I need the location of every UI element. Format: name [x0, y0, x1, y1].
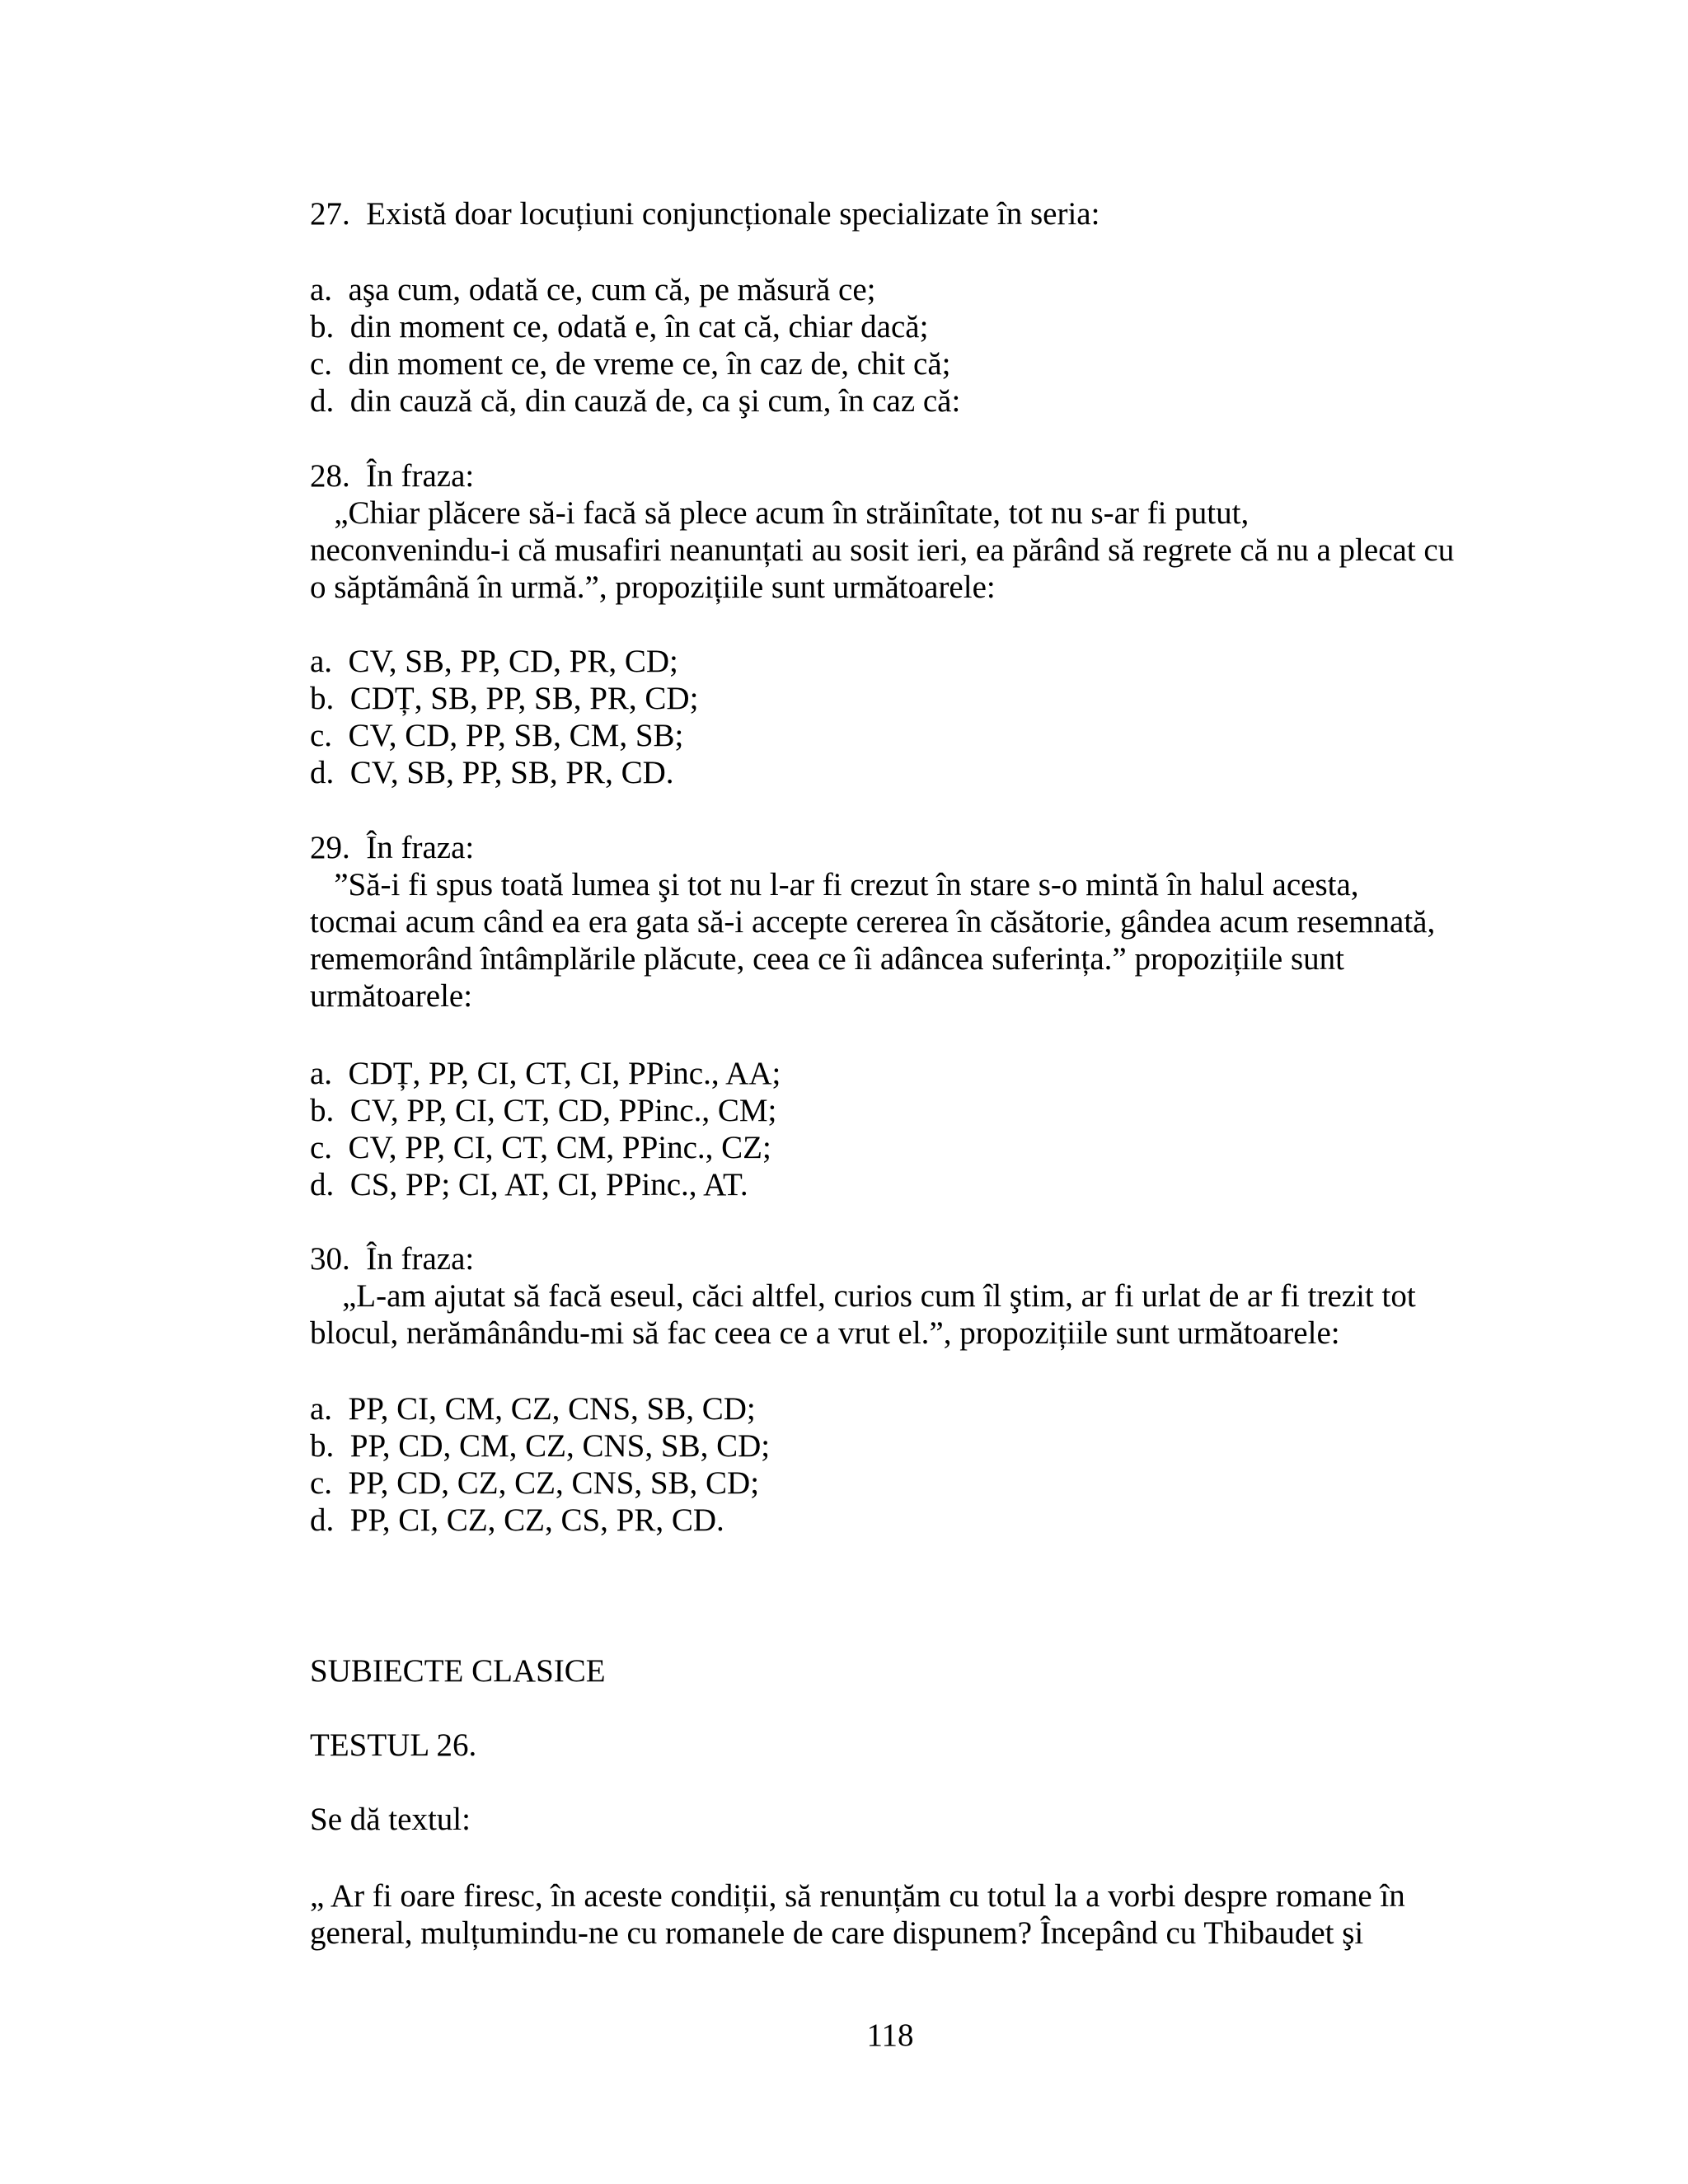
question-27-option-c: c. din moment ce, de vreme ce, în caz de, chit că;	[310, 346, 951, 382]
question-28-text-line-2: neconvenindu-i că musafiri neanunțati au sosit ieri, ea părând să regrete că nu a plecat cu	[310, 532, 1455, 568]
question-30-heading: 30. În fraza:	[310, 1241, 475, 1277]
question-30-option-d: d. PP, CI, CZ, CZ, CS, PR, CD.	[310, 1502, 724, 1538]
question-27-option-d: d. din cauză că, din cauză de, ca şi cum, în caz că:	[310, 383, 961, 419]
quote-line-1: „ Ar fi oare firesc, în aceste condiții, să renunțăm cu totul la a vorbi despre romane în	[310, 1878, 1405, 1914]
question-27-option-a: a. aşa cum, odată ce, cum că, pe măsură ce;	[310, 272, 876, 307]
question-30-option-c: c. PP, CD, CZ, CZ, CNS, SB, CD;	[310, 1465, 760, 1501]
question-29-option-a: a. CDȚ, PP, CI, CT, CI, PPinc., AA;	[310, 1056, 781, 1091]
question-29-text-line-3: rememorând întâmplările plăcute, ceea ce îi adâncea suferința.” propozițiile sunt	[310, 941, 1344, 977]
question-29-text-line-2: tocmai acum când ea era gata să-i accepte cererea în căsătorie, gândea acum resemnată,	[310, 904, 1436, 940]
intro-text: Se dă textul:	[310, 1802, 471, 1837]
quote-line-2: general, mulțumindu-ne cu romanele de care dispunem? Începând cu Thibaudet şi	[310, 1915, 1364, 1951]
question-29-heading: 29. În fraza:	[310, 830, 475, 865]
question-28-text-line-3: o săptămână în urmă.”, propozițiile sunt următoarele:	[310, 569, 996, 605]
question-27-option-b: b. din moment ce, odată e, în cat că, chiar dacă;	[310, 309, 929, 344]
question-30-text-line-2: blocul, nerămânându-mi să fac ceea ce a vrut el.”, propozițiile sunt următoarele:	[310, 1315, 1340, 1351]
question-28-option-d: d. CV, SB, PP, SB, PR, CD.	[310, 755, 674, 790]
question-30-option-b: b. PP, CD, CM, CZ, CNS, SB, CD;	[310, 1428, 771, 1464]
question-27-heading: 27. Există doar locuțiuni conjuncționale specializate în seria:	[310, 196, 1100, 232]
question-29-text-line-1: ”Să-i fi spus toată lumea şi tot nu l-ar fi crezut în stare s-o mintă în halul acesta,	[310, 867, 1359, 902]
section-title: SUBIECTE CLASICE	[310, 1653, 606, 1689]
question-28-option-a: a. CV, SB, PP, CD, PR, CD;	[310, 644, 678, 679]
question-29-text-line-4: următoarele:	[310, 978, 473, 1014]
question-29-option-d: d. CS, PP; CI, AT, CI, PPinc., AT.	[310, 1167, 748, 1202]
test-title: TESTUL 26.	[310, 1727, 477, 1763]
page-number: 118	[866, 2018, 914, 2053]
question-28-option-c: c. CV, CD, PP, SB, CM, SB;	[310, 718, 684, 753]
question-28-text-line-1: „Chiar plăcere să-i facă să plece acum în străinîtate, tot nu s-ar fi putut,	[310, 495, 1250, 531]
question-29-option-b: b. CV, PP, CI, CT, CD, PPinc., CM;	[310, 1093, 777, 1128]
question-29-option-c: c. CV, PP, CI, CT, CM, PPinc., CZ;	[310, 1130, 771, 1165]
question-28-heading: 28. În fraza:	[310, 458, 475, 494]
question-30-text-line-1: „L-am ajutat să facă eseul, căci altfel, curios cum îl ştim, ar fi urlat de ar fi trezit tot	[310, 1278, 1416, 1314]
question-30-option-a: a. PP, CI, CM, CZ, CNS, SB, CD;	[310, 1391, 756, 1427]
question-28-option-b: b. CDȚ, SB, PP, SB, PR, CD;	[310, 681, 699, 716]
